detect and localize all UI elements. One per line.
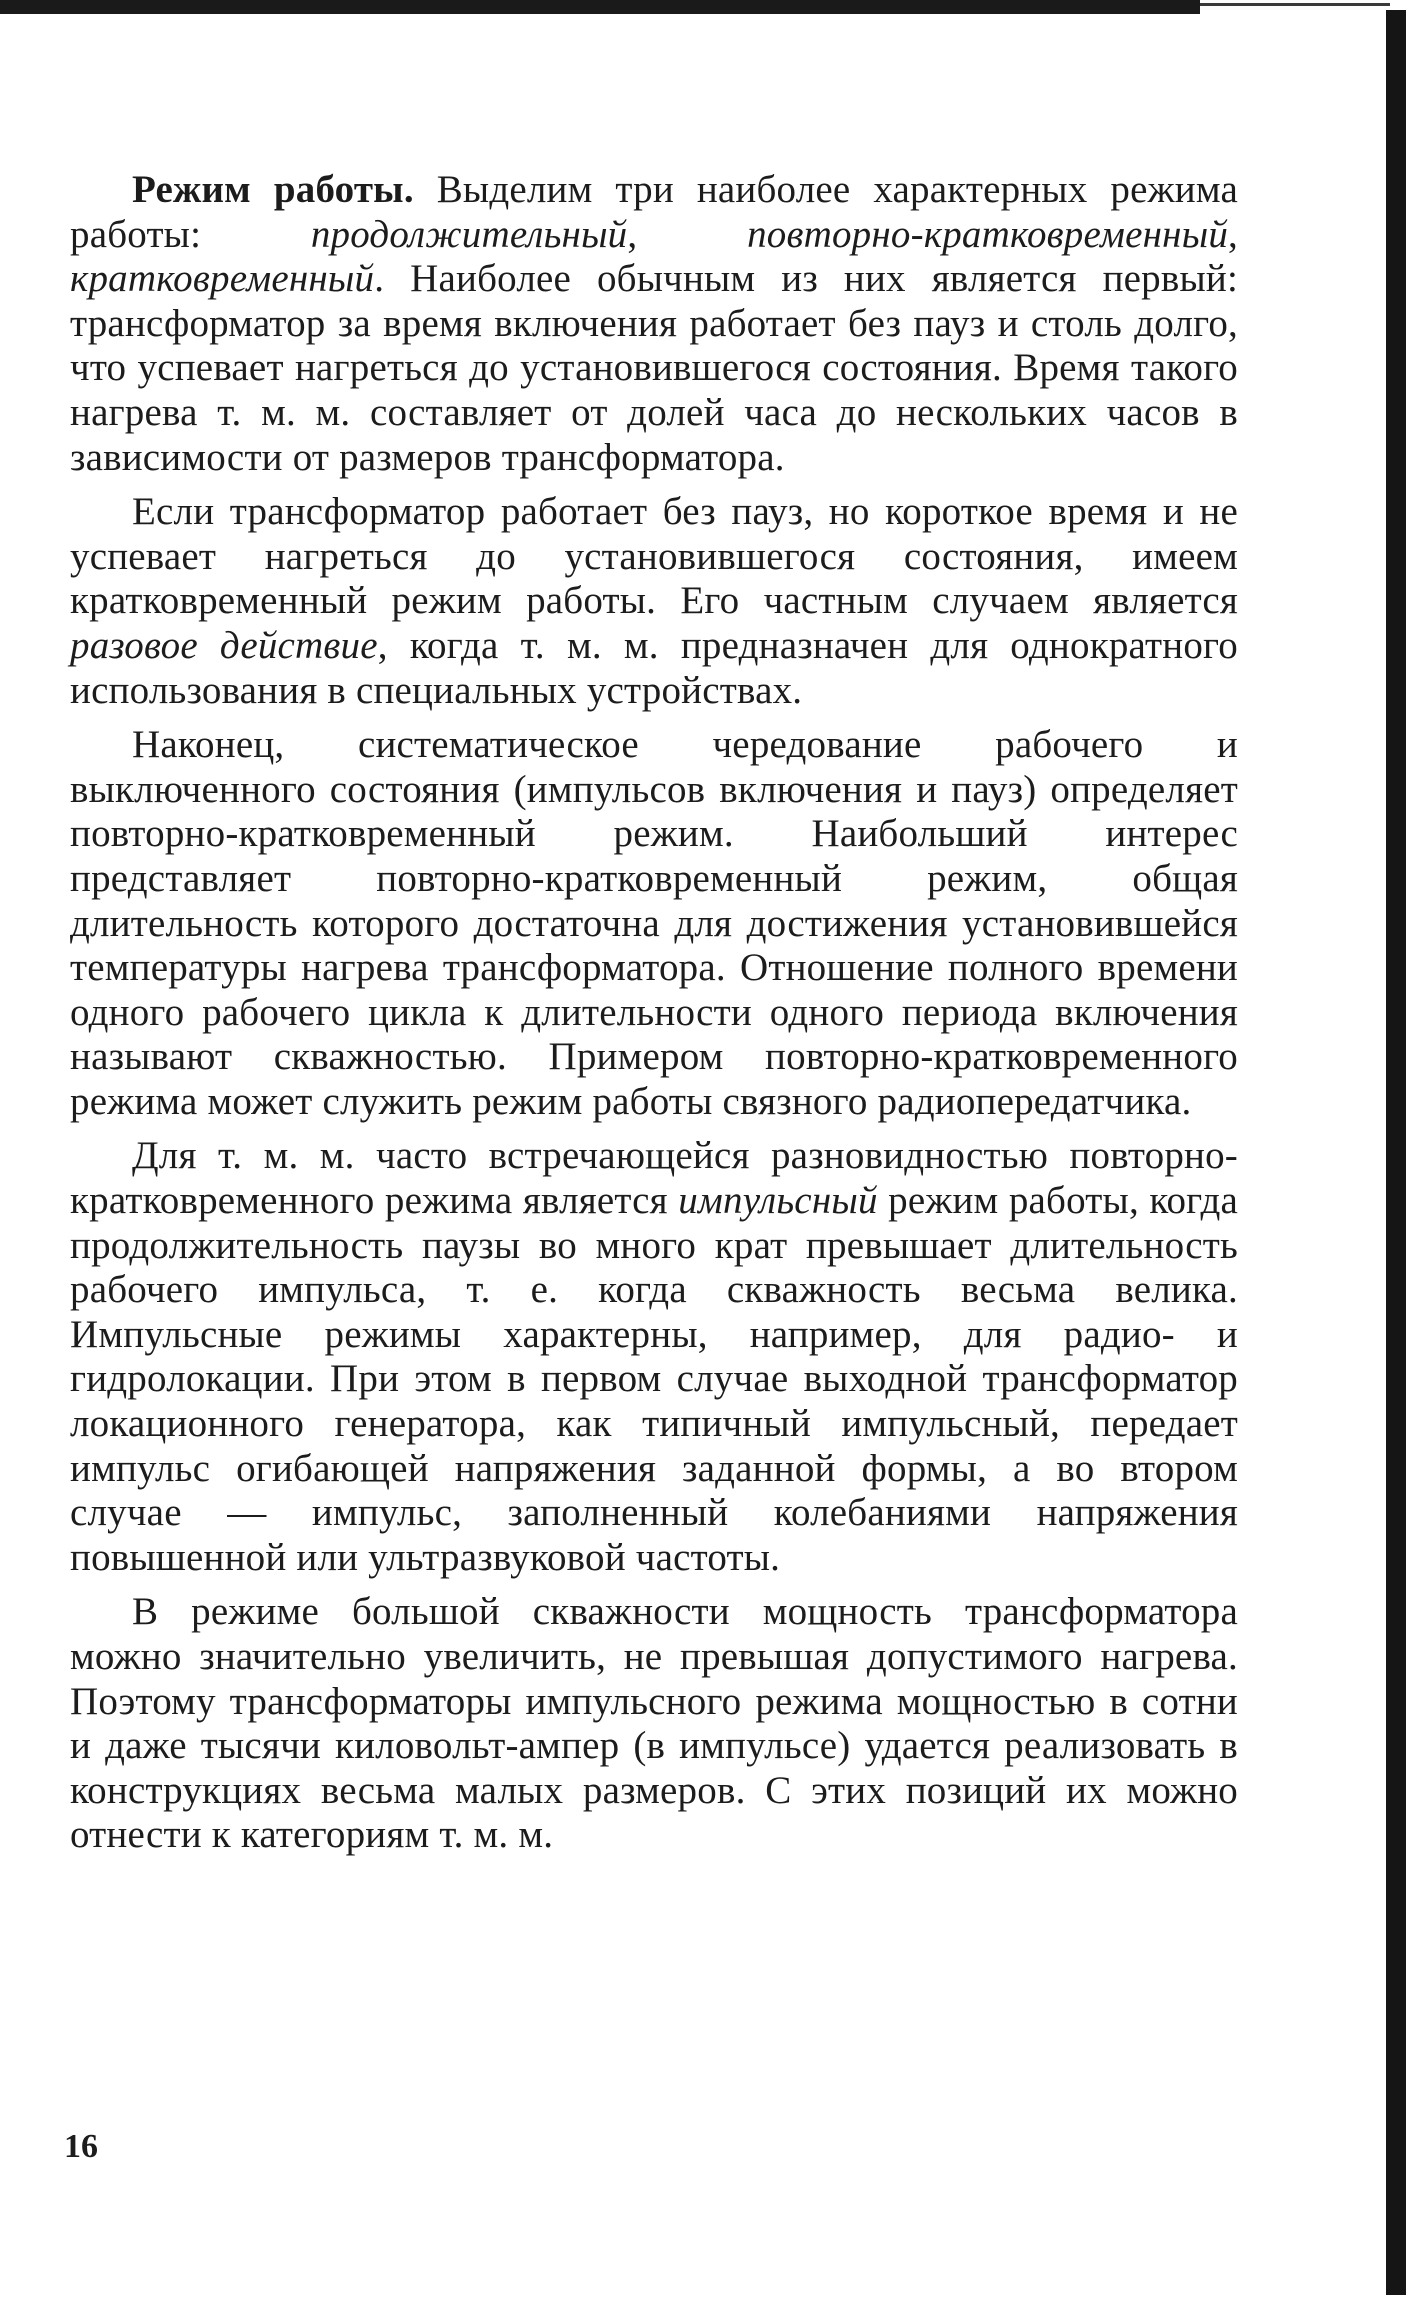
text-run: Выделим три наиболее характерных режима работы: xyxy=(70,168,1238,256)
paragraph-pulse-mode xyxy=(70,1134,1238,1580)
paragraph-high-duty-ratio xyxy=(70,1590,1238,1858)
run-in-heading: Режим работы. xyxy=(132,168,414,211)
paragraph-intermittent-mode xyxy=(70,723,1238,1124)
term-short-time: кратковременный xyxy=(70,257,375,301)
scan-top-edge xyxy=(0,0,1200,14)
text-run: Если трансформатор работает без пауз, но короткое время и не успевает нагреться до установившегося состояния, имеем кратковременный режим работы. Его частным случаем является xyxy=(70,490,1238,623)
text-run: , xyxy=(1228,212,1238,256)
text-run: Для т. м. м. часто встречающейся разновидностью повторно-кратковременного режима является xyxy=(70,1134,1238,1223)
text-run: , когда т. м. м. предназначен для однократного использования в специальных устройствах. xyxy=(70,623,1238,712)
term-continuous: продолжительный xyxy=(310,212,628,256)
term-single-action: разовое действие xyxy=(70,623,378,667)
page-body xyxy=(70,168,1238,1868)
page-number: 16 xyxy=(64,2128,98,2165)
text-run: режим работы, когда продолжительность паузы во много крат превышает длительность рабочего импульса, т. е. когда скважность весьма велика. Импульсные режимы характерны, например, для радио- и гидролокации. При этом в первом случае выходной трансформатор локационного генератора, как типичный импульсный, передает импульс огибающей напряжения заданной формы, а во втором случае — импульс, заполненный колебаниями напряжения повышенной или ультразвуковой частоты. xyxy=(70,1179,1238,1579)
term-intermittent: повторно-кратковременный xyxy=(747,212,1229,256)
paragraph-operating-modes xyxy=(70,168,1238,480)
term-pulse: импульсный xyxy=(678,1179,878,1223)
text-run: , xyxy=(627,212,748,256)
scan-top-edge-tail xyxy=(1200,3,1390,6)
paragraph-short-time-mode xyxy=(70,490,1238,713)
text-run: В режиме большой скважности мощность трансформатора можно значительно увеличить, не превышая допустимого нагрева. Поэтому трансформаторы импульсного режима мощностью в сотни и даже тысячи киловольт-ампер (в импульсе) удается реализовать в конструкциях весьма малых размеров. С этих позиций их можно отнести к категориям т. м. м. xyxy=(70,1590,1238,1857)
text-run: Наконец, систематическое чередование рабочего и выключенного состояния (импульсов включения и пауз) определяет повторно-кратковременный режим. Наибольший интерес представляет повторно-кратковременный режим, общая длительность которого достаточна для достижения установившейся температуры нагрева трансформатора. Отношение полного времени одного рабочего цикла к длительности одного периода включения называют скважностью. Примером повторно-кратковременного режима может служить режим работы связного радиопередатчика. xyxy=(70,723,1238,1123)
text-run: . Наиболее обычным из них является первый: трансформатор за время включения работает без пауз и столь долго, что успевает нагреться до установившегося состояния. Время такого нагрева т. м. м. составляет от долей часа до нескольких часов в зависимости от размеров трансформатора. xyxy=(70,257,1238,479)
scan-right-edge xyxy=(1386,10,1406,2295)
